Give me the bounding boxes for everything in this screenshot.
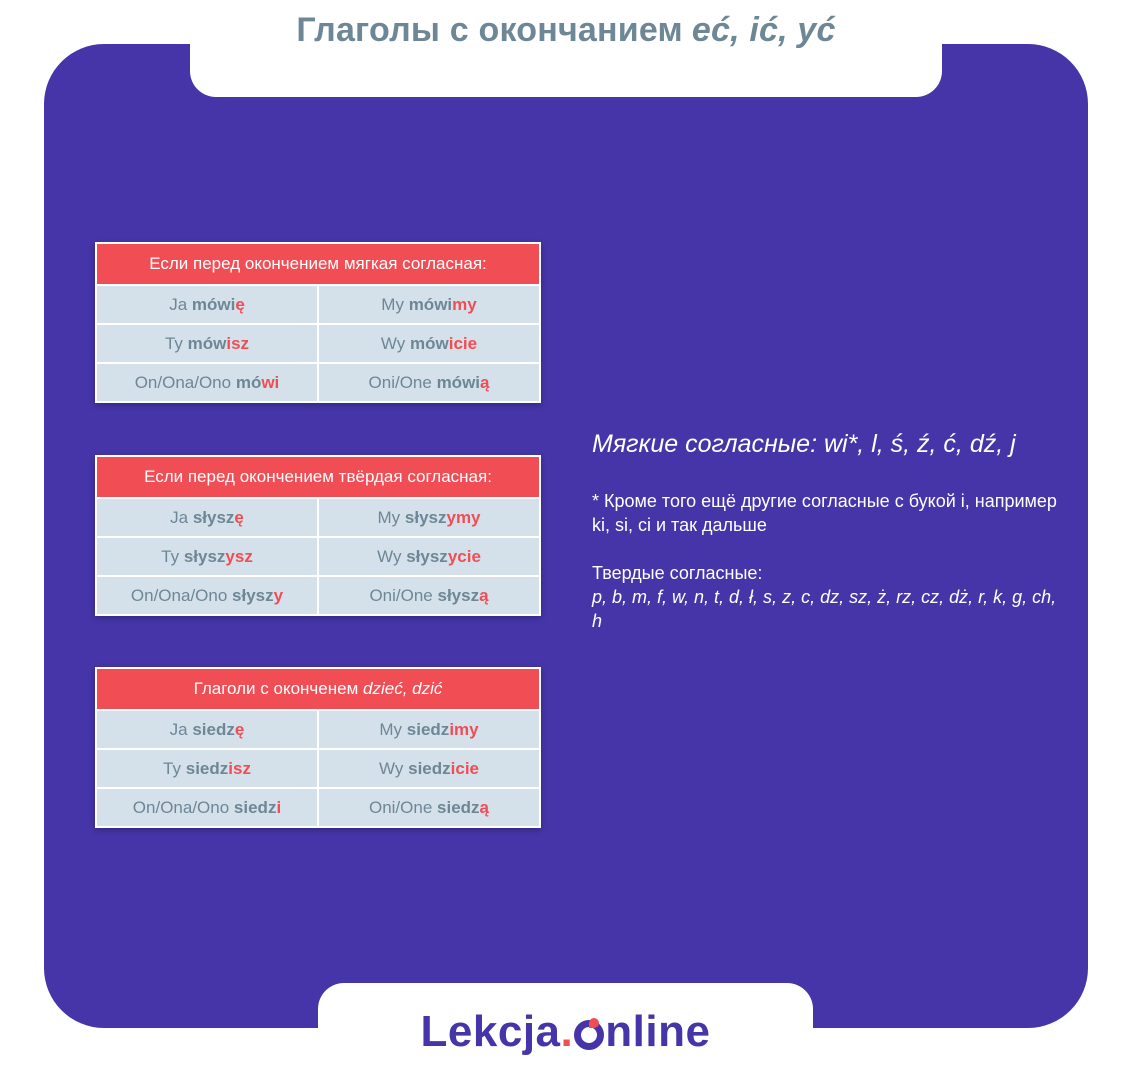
conjugation-cell: Oni/One słyszą	[318, 576, 540, 615]
footnote: * Кроме того ещё другие согласные с букой i, например ki, si, ci и так дальше	[592, 491, 1057, 535]
hard-consonants-list: p, b, m, f, w, n, t, d, ł, s, z, c, dz, sz, ż, rz, cz, dż, r, k, g, ch, h	[592, 587, 1057, 631]
table-header: Если перед окончением мягкая согласная:	[96, 243, 540, 285]
conjugation-cell: Ja siedzę	[96, 710, 318, 749]
logo-tab	[318, 983, 813, 1080]
page-title	[190, 0, 942, 97]
conjugation-cell: My słyszymy	[318, 498, 540, 537]
logo-o-icon	[574, 1020, 604, 1050]
conjugation-cell: Ja słyszę	[96, 498, 318, 537]
conjugation-cell: My siedzimy	[318, 710, 540, 749]
table-header: Глаголи с оконченем dzieć, dzić	[96, 668, 540, 710]
conjugation-cell: Oni/One siedzą	[318, 788, 540, 827]
conjugation-cell: Wy siedzicie	[318, 749, 540, 788]
title-endings: eć, ić, yć	[691, 11, 836, 49]
hard-consonant-table	[95, 455, 541, 616]
conjugation-cell: Ty mówisz	[96, 324, 318, 363]
soft-consonant-table	[95, 242, 541, 403]
conjugation-cell: On/Ona/Ono siedzi	[96, 788, 318, 827]
conjugation-cell: Ja mówię	[96, 285, 318, 324]
conjugation-cell: On/Ona/Ono mówi	[96, 363, 318, 402]
conjugation-cell: On/Ona/Ono słyszy	[96, 576, 318, 615]
hard-consonants-title: Твердые согласные:	[592, 563, 763, 583]
conjugation-cell: Ty siedzisz	[96, 749, 318, 788]
title-text: Глаголы с окончанием	[296, 11, 683, 49]
conjugation-cell: My mówimy	[318, 285, 540, 324]
consonant-notes	[592, 430, 1062, 633]
table-header: Если перед окончением твёрдая согласная:	[96, 456, 540, 498]
conjugation-cell: Wy mówicie	[318, 324, 540, 363]
dziec-dzic-table	[95, 667, 541, 828]
lekcja-online-logo: Lekcja. nline	[420, 1006, 711, 1056]
conjugation-cell: Wy słyszycie	[318, 537, 540, 576]
conjugation-cell: Ty słyszysz	[96, 537, 318, 576]
conjugation-cell: Oni/One mówią	[318, 363, 540, 402]
soft-consonants-heading: Мягкие согласные: wi*, l, ś, ź, ć, dź, j	[592, 430, 1016, 458]
